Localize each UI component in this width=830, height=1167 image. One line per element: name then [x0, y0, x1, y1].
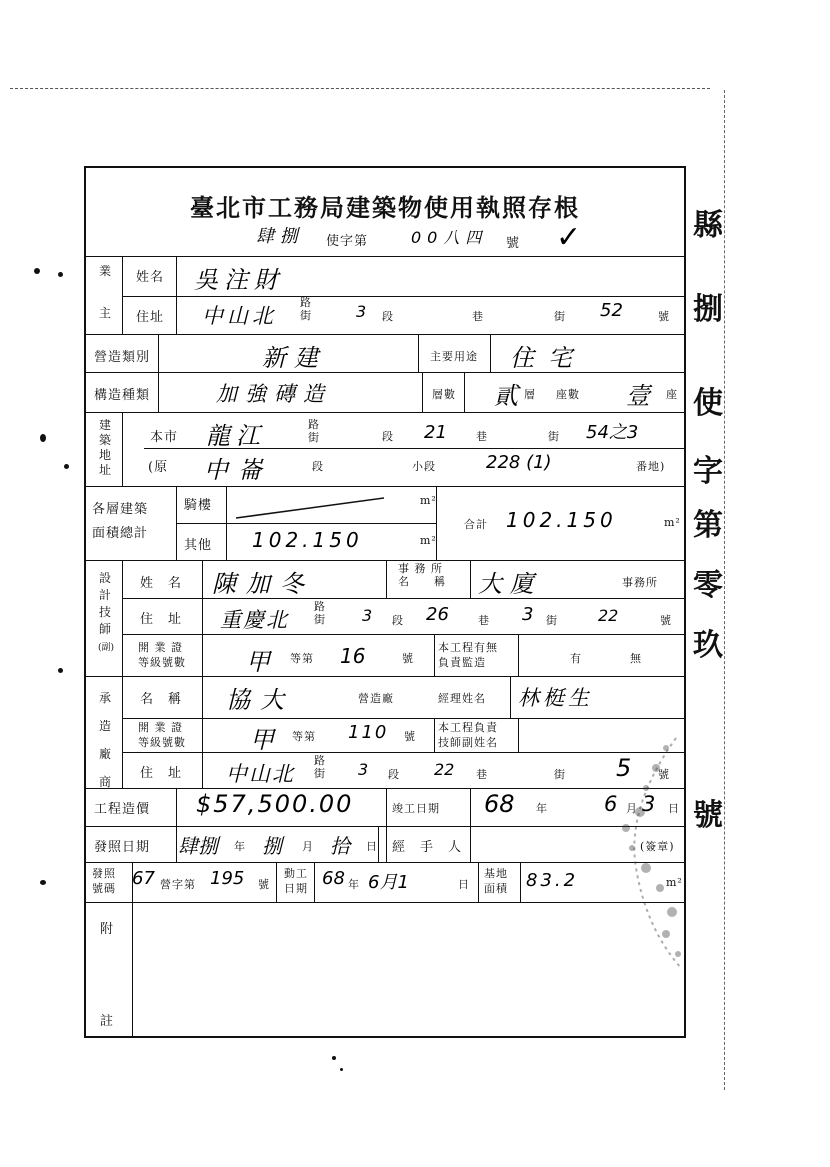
- architect-road-label: 路 街: [314, 600, 326, 626]
- scan-speck: [40, 434, 46, 442]
- start-day-label: 日: [458, 878, 470, 891]
- arcade-unit: m²: [420, 494, 437, 507]
- contractor-license-suffix: 號: [404, 730, 416, 743]
- site-lot-value: 228 (1): [486, 452, 552, 473]
- permit-number-label: 發照 號碼: [92, 867, 116, 895]
- license-suffix: 號: [506, 236, 521, 251]
- issue-year-label: 年: [234, 840, 246, 853]
- buildings-unit: 座: [666, 388, 678, 401]
- buildings-label: 座數: [556, 388, 580, 401]
- office-name-value: 大廈: [478, 570, 542, 598]
- site-orig-section-label: 段: [312, 460, 324, 473]
- base-area-label: 基地 面積: [484, 867, 508, 895]
- contractor-name-value: 協大: [226, 686, 294, 714]
- owner-name-label: 姓名: [136, 270, 165, 285]
- owner-section-label-2: 主: [98, 306, 111, 320]
- contractor-license-no: 110: [348, 722, 389, 743]
- structure-type-value: 加強磚造: [216, 382, 332, 406]
- side-char: 零: [693, 568, 723, 603]
- scan-speck: [58, 668, 63, 673]
- architect-alley-value: 3: [522, 604, 534, 625]
- seal-label: (簽章): [640, 840, 675, 853]
- issue-month-value: 捌: [262, 834, 282, 858]
- contractor-street-label: 街: [554, 768, 566, 781]
- architect-name-value: 陳加冬: [212, 570, 314, 598]
- contractor-name-label: 名 稱: [140, 692, 183, 707]
- notes-label-top: 附: [100, 922, 115, 937]
- done-month-label: 月: [626, 802, 638, 815]
- contractor-lane-value: 22: [434, 760, 455, 779]
- floors-unit: 層: [524, 388, 536, 401]
- architect-address-label: 住 址: [140, 612, 183, 627]
- floors-label: 層數: [432, 388, 456, 401]
- contractor-number-value: 5: [616, 754, 632, 782]
- scan-speck: [34, 268, 40, 274]
- main-use-value: 住宅: [510, 344, 586, 372]
- architect-alley-label: 街: [546, 614, 558, 627]
- scan-speck: [332, 1056, 336, 1060]
- architect-lane-value: 26: [426, 604, 449, 625]
- main-use-label: 主要用途: [430, 350, 478, 363]
- site-orig-section-value: 中崙: [204, 456, 272, 484]
- owner-lane-label: 巷: [472, 310, 484, 323]
- side-char: 字: [693, 454, 723, 489]
- owner-section-value: 3: [356, 302, 367, 321]
- license-number-handwritten: 00八四: [411, 228, 488, 247]
- other-unit: m²: [420, 534, 437, 547]
- structure-type-label: 構造種類: [94, 388, 151, 403]
- site-lane-label: 巷: [476, 430, 488, 443]
- floors-value: 貳: [494, 382, 518, 410]
- cost-label: 工程造價: [94, 802, 151, 817]
- issue-day-label: 日: [366, 840, 378, 853]
- contractor-section-unit: 段: [388, 768, 400, 781]
- contractor-lane-label: 巷: [476, 768, 488, 781]
- contractor-manager-value: 林梃生: [518, 686, 593, 710]
- done-day-label: 日: [668, 802, 680, 815]
- contractor-factory-label: 營造廠: [358, 692, 394, 705]
- permit-word: 營字第: [160, 878, 196, 891]
- owner-section-unit: 段: [382, 310, 394, 323]
- site-street-label: 街: [548, 430, 560, 443]
- start-date-label: 動工 日期: [284, 867, 308, 895]
- owner-address-label: 住址: [136, 310, 165, 325]
- contractor-section-label: 承 造 廠 商: [98, 691, 111, 789]
- issue-year-value: 肆捌: [178, 834, 218, 858]
- side-char: 玖: [693, 628, 723, 663]
- office-label: 事 務 所 名 稱: [398, 562, 446, 588]
- seal-stamp-smear: [556, 728, 688, 988]
- contractor-number-label: 號: [658, 768, 670, 781]
- site-sub-section-label: 小段: [412, 460, 436, 473]
- site-road-value: 龍江: [206, 422, 266, 450]
- architect-name-label: 姓 名: [140, 576, 183, 591]
- construction-type-label: 營造類別: [94, 350, 151, 365]
- architect-license-label: 開 業 證 等級號數: [138, 641, 186, 669]
- issue-day-value: 拾: [330, 834, 350, 858]
- total-area-value: 102.150: [506, 508, 617, 532]
- side-char: 使: [693, 386, 723, 421]
- start-date-value: 6月1: [368, 872, 409, 893]
- side-char: 號: [693, 798, 723, 833]
- total-area-unit: m²: [664, 516, 681, 529]
- office-suffix: 事務所: [622, 576, 658, 589]
- done-month-value: 6: [604, 792, 618, 816]
- owner-section-label: 業: [98, 264, 111, 278]
- site-lot-label: 番地): [636, 460, 666, 473]
- construction-type-value: 新建: [262, 344, 326, 372]
- supervise-no: 無: [630, 652, 642, 665]
- scan-speck: [340, 1068, 343, 1071]
- contractor-road-value: 中山北: [226, 762, 295, 786]
- side-char: 第: [693, 508, 723, 543]
- area-label: 各層建築 面積總計: [92, 502, 149, 541]
- handler-label: 經 手 人: [392, 840, 463, 855]
- total-area-label: 合計: [464, 518, 488, 531]
- architect-number-label: 號: [660, 614, 672, 627]
- architect-license-grade: 甲: [246, 648, 270, 676]
- architect-section-unit: 段: [392, 614, 404, 627]
- site-road-label: 路 街: [308, 418, 320, 444]
- other-label: 其他: [184, 538, 213, 553]
- contractor-road-label: 路 街: [314, 754, 326, 780]
- site-section-unit: 段: [382, 430, 394, 443]
- site-city-label: 本市: [150, 430, 179, 445]
- contractor-section-value: 3: [358, 760, 369, 779]
- base-area-value: 83.2: [526, 870, 579, 891]
- contractor-license-label: 開 業 證 等級號數: [138, 721, 186, 749]
- done-year-value: 68: [484, 790, 515, 818]
- architect-number-value: 22: [598, 606, 619, 625]
- architect-license-suffix: 號: [402, 652, 414, 665]
- base-area-unit: m²: [666, 876, 683, 889]
- architect-license-word: 等第: [290, 652, 314, 665]
- side-char: 捌: [693, 292, 723, 327]
- supervise-yes: 有: [570, 652, 582, 665]
- issue-date-label: 發照日期: [94, 840, 151, 855]
- side-stamp-text: [690, 200, 730, 860]
- done-year-label: 年: [536, 802, 548, 815]
- license-stub-form: [84, 166, 686, 1038]
- scan-line-top: [10, 88, 710, 89]
- license-prefix-handwritten: 肆 捌: [256, 226, 298, 247]
- scan-speck: [64, 464, 69, 469]
- contractor-tech-label: 本工程負責 技師副姓名: [438, 721, 498, 749]
- permit-prefix-value: 67: [132, 868, 155, 889]
- other-area-value: 102.150: [252, 528, 363, 552]
- site-number-value: 54之3: [586, 422, 639, 443]
- site-lane-value: 21: [424, 422, 447, 443]
- notes-label-bottom: 註: [100, 1014, 115, 1029]
- architect-license-no: 16: [340, 644, 366, 668]
- owner-number-value: 52: [600, 300, 623, 321]
- supervise-label: 本工程有無 負責監造: [438, 641, 498, 669]
- done-date-label: 竣工日期: [392, 802, 440, 815]
- contractor-address-label: 住 址: [140, 766, 183, 781]
- check-mark: ✓: [556, 220, 582, 255]
- architect-section-label: 設 計 技 師 (副): [98, 571, 115, 653]
- start-year-label: 年: [348, 878, 360, 891]
- scan-speck: [58, 272, 63, 277]
- owner-street-label: 街: [554, 310, 566, 323]
- permit-suffix: 號: [258, 878, 270, 891]
- permit-no-value: 195: [210, 868, 245, 889]
- architect-lane-label: 巷: [478, 614, 490, 627]
- license-word: 使字第: [326, 234, 369, 249]
- architect-section-value: 3: [362, 606, 373, 625]
- issue-month-label: 月: [302, 840, 314, 853]
- done-day-value: 3: [642, 792, 656, 816]
- owner-road-label: 路 街: [300, 296, 312, 322]
- arcade-label: 騎樓: [184, 498, 213, 513]
- site-section-label: 建 築 地 址: [98, 418, 111, 477]
- contractor-license-grade: 甲: [250, 726, 274, 754]
- cost-value: $57,500.00: [196, 790, 354, 818]
- contractor-license-word: 等第: [292, 730, 316, 743]
- architect-road-value: 重慶北: [220, 608, 289, 632]
- side-char: 縣: [693, 208, 723, 243]
- buildings-value: 壹: [626, 382, 650, 410]
- contractor-manager-label: 經理姓名: [438, 692, 486, 705]
- owner-name-value: 吳注財: [194, 266, 284, 294]
- form-title: 臺北市工務局建築物使用執照存根: [190, 193, 580, 222]
- arcade-dash-line: [232, 494, 392, 524]
- owner-number-label: 號: [658, 310, 670, 323]
- scan-speck: [40, 880, 46, 885]
- owner-road-value: 中山北: [202, 304, 277, 328]
- start-year-value: 68: [322, 868, 345, 889]
- site-orig-label: (原: [148, 460, 169, 475]
